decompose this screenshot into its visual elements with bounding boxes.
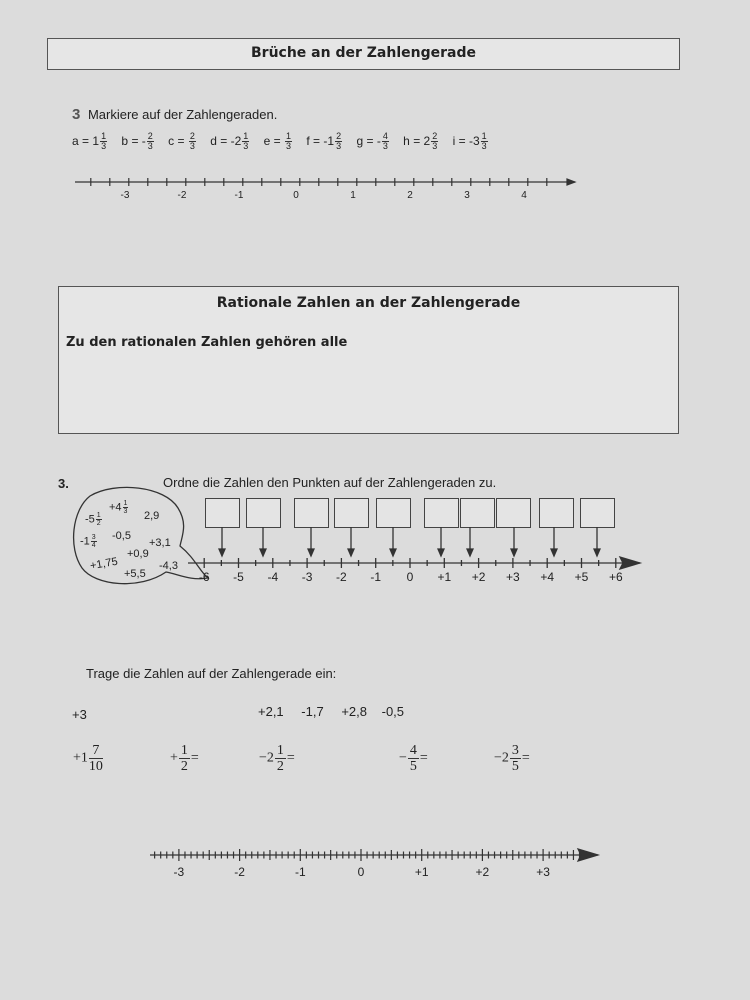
fraction-item-f: f = -1 $\frac{2}{3}$ (306, 131, 342, 151)
fraction-value-2: + $\frac{1}{2}$ = (170, 743, 199, 774)
fraction-value-4: − $\frac{4}{5}$ = (399, 743, 428, 774)
axis-tick-label: -3 (120, 190, 130, 201)
axis-tick-label: +4 (540, 570, 555, 584)
value-item: +2,8 (341, 704, 367, 719)
fraction-item-i: i = -3 $\frac{1}{3}$ (452, 131, 487, 151)
value-item: -1,7 (301, 704, 324, 719)
fraction-value-5: −2 $\frac{3}{5}$ = (494, 743, 530, 774)
fraction-item-d: d = -2 $\frac{1}{3}$ (210, 131, 249, 151)
axis-tick-label: -2 (336, 570, 347, 584)
axis-tick-label: +1 (414, 865, 429, 879)
axis-tick-label: +2 (471, 570, 486, 584)
axis-tick-label: -1 (294, 865, 306, 879)
axis-tick-label: -3 (301, 570, 313, 584)
bubble-n1: -5 $\frac{1}{2}$ (85, 512, 101, 527)
bubble-n7: +1,75 (89, 555, 119, 573)
axis-tick-label: -2 (177, 190, 187, 201)
fraction-item-h: h = 2 $\frac{2}{3}$ (403, 131, 438, 151)
exercise-4-instruction: Trage die Zahlen auf der Zahlengerade ein: (86, 666, 337, 681)
bubble-n9: -4,3 (159, 560, 178, 572)
axis-tick-label: -5 (233, 570, 244, 584)
bubble-n5: -0,5 (112, 530, 131, 542)
axis-tick-label: 4 (521, 190, 527, 201)
bubble-n3: 2,9 (144, 510, 160, 522)
axis-tick-label: -1 (234, 190, 244, 201)
axis-tick-label: +3 (506, 570, 520, 584)
axis-tick-label: -3 (173, 865, 185, 879)
section-title: Brüche an der Zahlengerade (251, 45, 476, 61)
fraction-item-a: a = 1 $\frac{1}{3}$ (72, 131, 107, 151)
bubble-n10: +5,5 (124, 568, 146, 580)
exercise-number: 3 (72, 106, 81, 123)
fraction-item-b: b = - $\frac{2}{3}$ (121, 131, 153, 151)
exercise-instruction: Markiere auf der Zahlengeraden. (87, 107, 278, 122)
axis-tick-label: 0 (293, 190, 299, 201)
fraction-item-g: g = - $\frac{4}{3}$ (356, 131, 388, 151)
fraction-item-c: c = $\frac{2}{3}$ (168, 131, 195, 151)
definition-title: Rationale Zahlen an der Zahlengerade (216, 295, 521, 311)
fraction-item-e: e = $\frac{1}{3}$ (263, 131, 292, 151)
exercise-3-number: 3. (58, 476, 69, 491)
value-plus-3: +3 (72, 707, 87, 722)
axis-tick-label: +2 (475, 865, 490, 879)
fraction-value-3: −2 $\frac{1}{2}$ = (259, 743, 295, 774)
axis-tick-label: +1 (437, 570, 452, 584)
axis-tick-label: 0 (406, 570, 414, 584)
axis-tick-label: 1 (350, 190, 356, 201)
axis-tick-label: -2 (234, 865, 245, 879)
arrow-head (578, 849, 598, 861)
axis-tick-label: +6 (608, 570, 623, 584)
bubble-n4: -1 $\frac{3}{4}$ (80, 534, 96, 549)
axis-tick-label: 3 (464, 190, 470, 201)
axis-tick-label: -1 (370, 570, 382, 584)
axis-tick-label: +5 (574, 570, 589, 584)
axis-tick-label: 0 (357, 865, 365, 879)
axis-tick-label: -4 (267, 570, 279, 584)
value-item: -0,5 (381, 704, 405, 719)
exercise-3-instruction: Ordne die Zahlen den Punkten auf der Zahlengeraden zu. (163, 475, 497, 490)
bubble-n6: +3,1 (149, 537, 171, 549)
axis-tick-label: -6 (198, 570, 210, 584)
axis-tick-label: 2 (407, 190, 413, 201)
fraction-value-1: +1 $\frac{7}{10}$ (73, 743, 103, 774)
bubble-n2: +4 $\frac{1}{3}$ (109, 500, 128, 515)
definition-text: Zu den rationalen Zahlen gehören alle (66, 335, 348, 350)
bubble-n8: +0,9 (127, 548, 149, 560)
value-item: +2,1 (258, 704, 284, 719)
axis-tick-label: +3 (536, 865, 550, 879)
